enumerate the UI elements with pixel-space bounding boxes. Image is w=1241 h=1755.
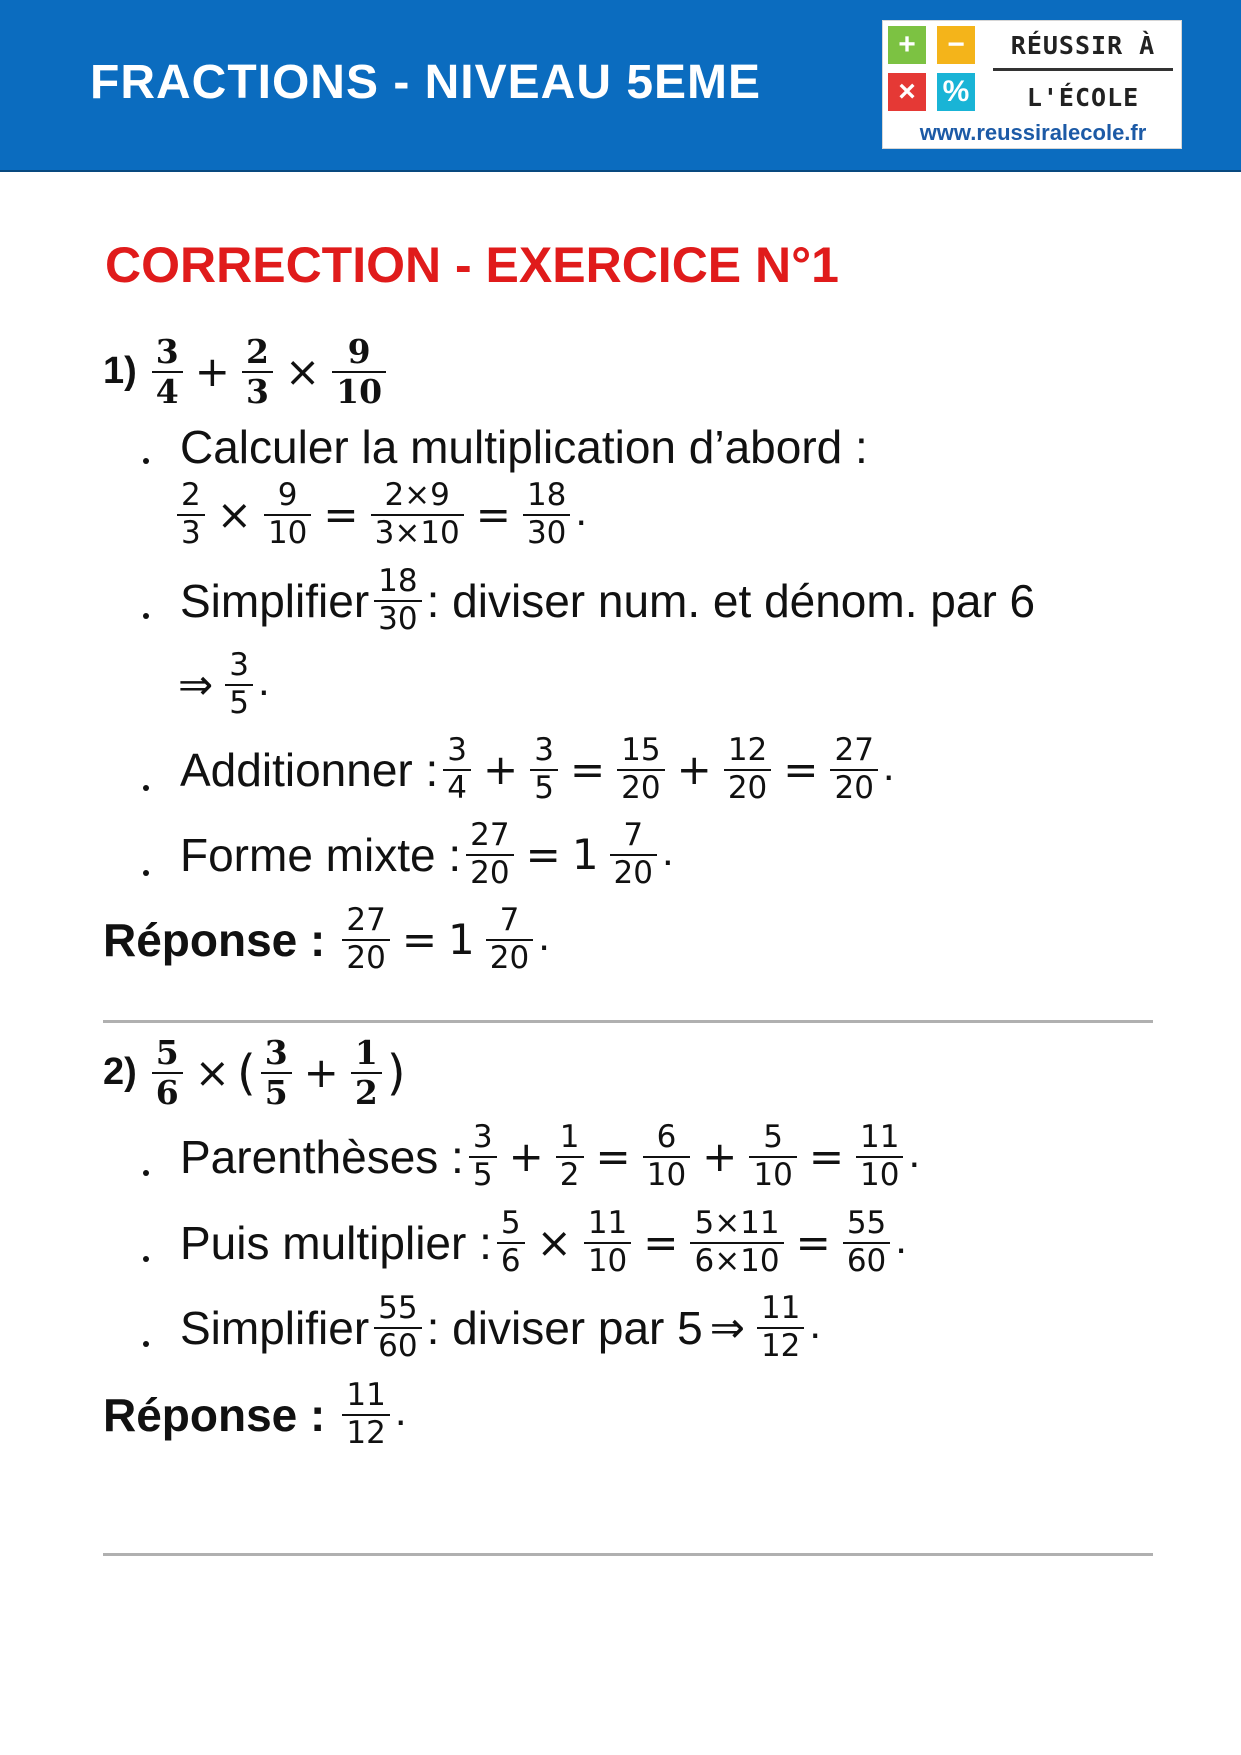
numerator: 2: [245, 332, 269, 371]
fraction: [856, 1120, 903, 1193]
q2-step1-line: [180, 1120, 920, 1193]
denominator: 20: [724, 769, 771, 807]
denominator: 4: [152, 371, 183, 411]
denominator: 30: [374, 600, 421, 638]
operator: =: [595, 1132, 631, 1182]
numerator: 1: [354, 1033, 378, 1072]
fraction: [843, 1206, 890, 1279]
fraction: [584, 1206, 631, 1279]
operator: +: [483, 745, 519, 795]
fraction: [690, 1206, 783, 1279]
q2-expression: [103, 1034, 406, 1112]
denominator: 3: [242, 371, 273, 411]
fraction: [371, 478, 464, 551]
logo-text-line2: L'ÉCOLE: [1026, 83, 1140, 112]
bullet-icon: [143, 785, 149, 791]
section-divider: [103, 1020, 1153, 1023]
fraction: [264, 478, 311, 551]
fraction: [332, 333, 386, 411]
denominator: 20: [466, 854, 513, 892]
denominator: 6: [152, 1072, 183, 1112]
bullet-icon: [143, 1170, 149, 1176]
fraction: [724, 733, 771, 806]
operator: =: [323, 490, 359, 540]
period: .: [257, 657, 270, 705]
operator: ×: [194, 1048, 230, 1098]
fraction: [643, 1120, 690, 1193]
denominator: 6×10: [690, 1242, 783, 1280]
section-title: CORRECTION - EXERCICE N°1: [105, 237, 839, 293]
numerator: 18: [526, 477, 567, 513]
period: .: [809, 1300, 822, 1348]
operator: =: [525, 830, 561, 880]
period: .: [538, 912, 550, 960]
operator: +: [508, 1132, 544, 1182]
period: .: [895, 1215, 907, 1263]
operator: =: [795, 1218, 831, 1268]
answer-label: Réponse :: [103, 1388, 326, 1441]
denominator: 20: [610, 854, 657, 892]
mixed-integer: 1: [448, 915, 475, 965]
bullet-icon: [143, 613, 149, 619]
q1-step2-result: [178, 648, 270, 721]
q1-step4-label: Forme mixte :: [180, 828, 462, 881]
operator: =: [401, 915, 438, 965]
denominator: 5: [469, 1156, 497, 1194]
bullet-icon: [143, 870, 149, 876]
denominator: 10: [643, 1156, 690, 1194]
denominator: 3: [177, 514, 205, 552]
fraction: [757, 1291, 804, 1364]
denominator: 10: [584, 1242, 631, 1280]
fraction: [523, 478, 570, 551]
fraction: [177, 478, 205, 551]
page-title: FRACTIONS - NIVEAU 5EME: [90, 56, 762, 109]
period: .: [575, 487, 588, 535]
logo-divider: [993, 68, 1173, 71]
numerator: 27: [346, 902, 386, 938]
numerator: 5: [500, 1205, 521, 1241]
logo-text-line1: RÉUSSIR À: [1010, 31, 1156, 60]
numerator: 11: [860, 1119, 900, 1155]
bullet-icon: [143, 1256, 149, 1262]
fraction: [443, 733, 471, 806]
right-parenthesis: ): [386, 1044, 406, 1101]
numerator: 6: [656, 1119, 677, 1155]
numerator: 9: [277, 477, 298, 513]
arrow-icon: ⇒: [709, 1303, 745, 1353]
period: .: [882, 742, 895, 790]
operator: +: [702, 1132, 738, 1182]
denominator: 10: [332, 371, 386, 411]
numerator: 2×9: [384, 477, 450, 513]
q2-step2-label: Puis multiplier :: [180, 1216, 492, 1269]
numerator: 2: [181, 477, 201, 513]
denominator: 12: [342, 1414, 389, 1452]
numerator: 15: [621, 732, 661, 768]
denominator: 20: [830, 769, 877, 807]
q1-step4-line: [180, 818, 674, 891]
q1-step2-text: : diviser num. et dénom. par 6: [426, 574, 1036, 627]
q2-answer: [103, 1378, 407, 1451]
numerator: 7: [623, 817, 644, 853]
denominator: 60: [843, 1242, 890, 1280]
percent-icon: %: [937, 73, 975, 111]
period: .: [662, 827, 674, 875]
numerator: 3: [472, 1119, 493, 1155]
denominator: 20: [486, 939, 533, 977]
numerator: 27: [834, 732, 874, 768]
denominator: 5: [261, 1072, 292, 1112]
fraction: [556, 1120, 584, 1193]
denominator: 2: [351, 1072, 382, 1112]
operator: =: [643, 1218, 679, 1268]
numerator: 27: [470, 817, 510, 853]
numerator: 3: [264, 1033, 288, 1072]
denominator: 20: [617, 769, 664, 807]
fraction: [610, 818, 657, 891]
denominator: 5: [530, 769, 558, 807]
minus-icon: −: [937, 26, 975, 64]
fraction: [466, 818, 513, 891]
bullet-icon: [143, 1341, 149, 1347]
period: .: [908, 1129, 921, 1177]
denominator: 6: [497, 1242, 525, 1280]
logo-url-link[interactable]: www.reussiralecole.fr: [919, 120, 1147, 145]
denominator: 4: [443, 769, 471, 807]
numerator: 3: [447, 732, 468, 768]
fraction: [351, 1034, 382, 1112]
numerator: 5: [763, 1119, 783, 1155]
fraction: [261, 1034, 292, 1112]
denominator: 60: [374, 1327, 421, 1365]
bullet-icon: [143, 458, 149, 464]
numerator: 5×11: [694, 1205, 780, 1241]
fraction: [830, 733, 877, 806]
q1-step1-math: [172, 478, 587, 551]
numerator: 18: [378, 563, 418, 599]
answer-label: Réponse :: [103, 913, 326, 966]
fraction: [469, 1120, 497, 1193]
numerator: 3: [534, 732, 554, 768]
numerator: 1: [559, 1119, 580, 1155]
numerator: 11: [346, 1377, 386, 1413]
fraction: [152, 1034, 183, 1112]
plus-icon: +: [888, 26, 926, 64]
denominator: 2: [556, 1156, 584, 1194]
numerator: 9: [347, 332, 371, 371]
q1-step2-label: Simplifier: [180, 574, 370, 627]
fraction: [374, 564, 421, 637]
operator: =: [783, 745, 819, 795]
numerator: 55: [378, 1290, 418, 1326]
fraction: [497, 1206, 525, 1279]
operator: +: [303, 1048, 339, 1098]
q1-step2-line: [180, 564, 1035, 637]
numerator: 3: [229, 647, 249, 683]
numerator: 7: [499, 902, 520, 938]
operator: =: [569, 745, 606, 795]
section-divider: [103, 1553, 1153, 1556]
q1-step3-line: [180, 733, 895, 806]
q1-step3-label: Additionner :: [180, 743, 439, 796]
arrow-icon: ⇒: [178, 660, 214, 710]
numerator: 11: [760, 1290, 801, 1326]
operator: +: [676, 745, 712, 795]
fraction: [749, 1120, 796, 1193]
q2-number: 2): [103, 1051, 137, 1094]
fraction: [374, 1291, 421, 1364]
operator: =: [808, 1132, 845, 1182]
fraction: [342, 903, 389, 976]
fraction: [342, 1378, 389, 1451]
q2-step3-label: Simplifier: [180, 1301, 370, 1354]
q2-step1-label: Parenthèses :: [180, 1130, 464, 1183]
mixed-integer: 1: [571, 830, 599, 880]
denominator: 12: [757, 1327, 804, 1365]
site-logo[interactable]: [882, 20, 1182, 149]
denominator: 10: [856, 1156, 903, 1194]
numerator: 5: [155, 1033, 179, 1072]
fraction: [617, 733, 664, 806]
fraction: [486, 903, 533, 976]
denominator: 5: [225, 684, 253, 722]
denominator: 10: [749, 1156, 796, 1194]
q2-step2-line: [180, 1206, 907, 1279]
operator: ×: [536, 1218, 572, 1268]
operator: ×: [284, 347, 321, 397]
q1-number: 1): [103, 350, 137, 393]
denominator: 20: [342, 939, 389, 977]
q2-step3-text: : diviser par 5: [426, 1301, 703, 1354]
q1-step1-label: Calculer la multiplication d’abord :: [180, 421, 868, 473]
fraction: [152, 333, 183, 411]
fraction: [530, 733, 558, 806]
denominator: 3×10: [371, 514, 464, 552]
period: .: [394, 1387, 407, 1435]
denominator: 30: [523, 514, 570, 552]
page-header: [0, 0, 1241, 172]
fraction: [225, 648, 253, 721]
operator: =: [475, 490, 511, 540]
numerator: 3: [155, 332, 179, 371]
numerator: 11: [587, 1205, 628, 1241]
left-parenthesis: (: [236, 1044, 256, 1101]
q2-step3-line: [180, 1291, 821, 1364]
numerator: 12: [727, 732, 768, 768]
q1-answer: [103, 903, 550, 976]
numerator: 55: [846, 1205, 887, 1241]
operator: +: [194, 347, 230, 397]
q1-expression: [103, 333, 391, 411]
denominator: 10: [264, 514, 311, 552]
times-icon: ×: [888, 73, 926, 111]
operator: ×: [216, 490, 252, 540]
fraction: [242, 333, 273, 411]
